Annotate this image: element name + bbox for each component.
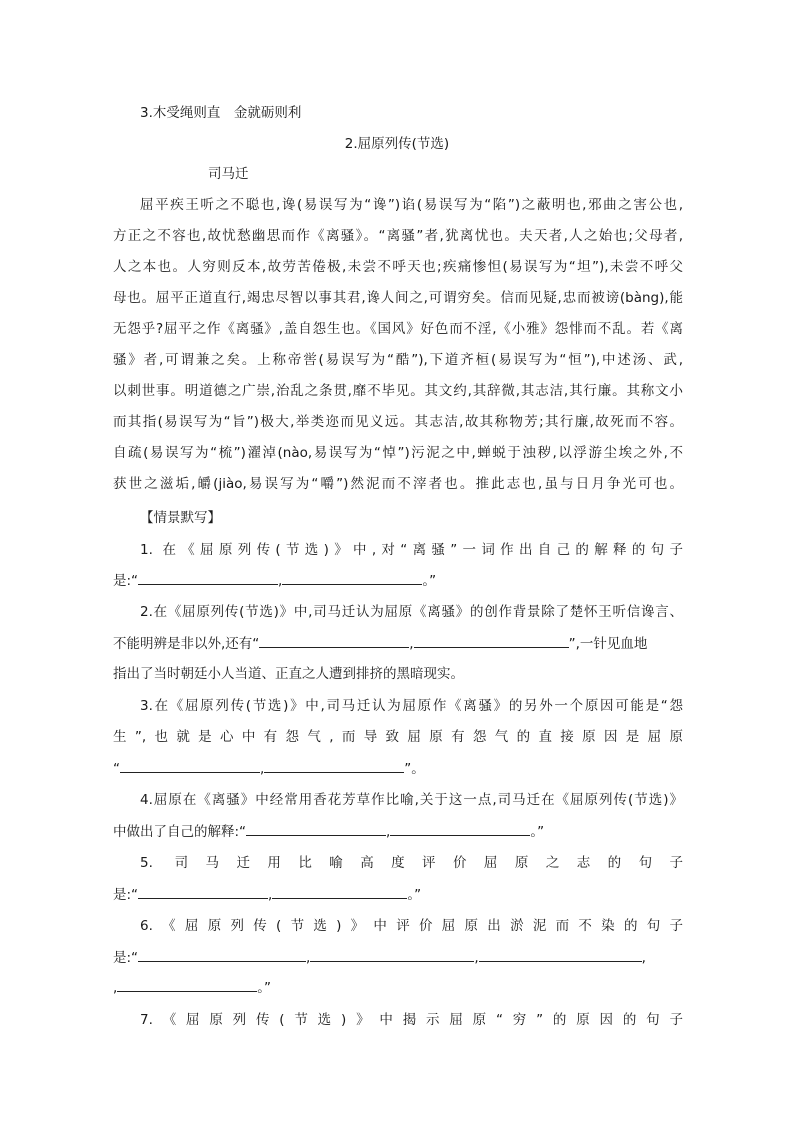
article-line: 人之本也。人穷则反本,故劳苦倦极,未尝不呼天也;疾痛惨怛(易误写为“坦”),未尝不呼父 bbox=[113, 259, 683, 275]
quote-close: 。” bbox=[407, 887, 422, 903]
question-text: 1. 在《屈原列传(节选)》中,对“离骚”一词作出自己的解释的句子 bbox=[140, 542, 683, 558]
answer-blank[interactable] bbox=[264, 758, 404, 773]
answer-blank[interactable] bbox=[138, 884, 268, 899]
answer-line bbox=[113, 633, 683, 654]
comma: , bbox=[474, 950, 479, 966]
article-line: 获世之滋垢,皭(jiào,易误写为“嚼”)然泥而不滓者也。推此志也,虽与日月争光可也。 bbox=[113, 476, 683, 492]
answer-line bbox=[113, 821, 683, 842]
article-title: 2.屈原列传(节选) bbox=[344, 136, 450, 152]
comma: , bbox=[306, 950, 311, 966]
answer-blank[interactable] bbox=[246, 821, 386, 836]
answer-blank[interactable] bbox=[272, 884, 407, 899]
question-text: 2.在《屈原列传(节选)》中,司马迁认为屈原《离骚》的创作背景除了楚怀王听信谗言、 bbox=[140, 604, 683, 620]
answer-suffix: ”,一针见血地 bbox=[568, 636, 648, 652]
article-line: 自疏(易误写为“梳”)濯淖(nào,易误写为“悼”)污泥之中,蝉蜕于浊秽,以浮游尘埃之外,不 bbox=[113, 445, 683, 461]
quote-close: ”。 bbox=[404, 761, 425, 777]
article-line: 屈平疾王听之不聪也,谗(易误写为“谗”)谄(易误写为“陷”)之蔽明也,邪曲之害公也, bbox=[140, 197, 683, 213]
quote-open: 是:“ bbox=[113, 950, 139, 966]
comma: , bbox=[409, 636, 414, 652]
comma: , bbox=[113, 980, 118, 996]
comma: , bbox=[260, 761, 265, 777]
quote-open: 是:“ bbox=[113, 887, 139, 903]
question-text: 6.《屈原列传(节选)》中评价屈原出淤泥而不染的句子 bbox=[140, 918, 683, 934]
question-text: 4.屈原在《离骚》中经常用香花芳草作比喻,关于这一点,司马迁在《屈原列传(节选)》 bbox=[140, 792, 683, 808]
article-line: 以刺世事。明道德之广崇,治乱之条贯,靡不毕见。其文约,其辞微,其志洁,其行廉。其称文小 bbox=[113, 383, 683, 399]
article-line: 而其指(易误写为“旨”)极大,举类迩而见义远。其志洁,故其称物芳;其行廉,故死而不容。 bbox=[113, 414, 683, 430]
answer-line bbox=[113, 977, 683, 998]
answer-blank[interactable] bbox=[138, 947, 306, 962]
article-line: 方正之不容也,故忧愁幽思而作《离骚》。“离骚”者,犹离忧也。夫天者,人之始也;父母者, bbox=[113, 228, 683, 244]
answer-line bbox=[113, 884, 683, 905]
answer-blank[interactable] bbox=[390, 821, 530, 836]
quote-open: 是:“ bbox=[113, 573, 139, 589]
answer-line bbox=[113, 758, 683, 779]
answer-prefix: 不能明辨是非以外,还有“ bbox=[113, 636, 260, 652]
section-title: 【情景默写】 bbox=[140, 510, 221, 526]
answer-blank[interactable] bbox=[479, 947, 642, 962]
question-text: 7.《屈原列传(节选)》中揭示屈原“穷”的原因的句子 bbox=[140, 1012, 683, 1028]
question-text: 指出了当时朝廷小人当道、正直之人遭到排挤的黑暗现实。 bbox=[113, 666, 464, 682]
answer-blank[interactable] bbox=[282, 570, 422, 585]
quote-close: 。” bbox=[257, 980, 272, 996]
comma: , bbox=[641, 950, 646, 966]
answer-blank[interactable] bbox=[414, 633, 569, 648]
answer-blank[interactable] bbox=[138, 570, 278, 585]
article-line: 母也。屈平正道直行,竭忠尽智以事其君,谗人间之,可谓穷矣。信而见疑,忠而被谤(bàng),能 bbox=[113, 290, 683, 306]
comma: , bbox=[386, 824, 391, 840]
quote-close: 。” bbox=[422, 573, 437, 589]
comma: , bbox=[268, 887, 273, 903]
article-author: 司马迁 bbox=[208, 166, 249, 182]
answer-prefix: 中做出了自己的解释:“ bbox=[113, 824, 247, 840]
answer-blank[interactable] bbox=[310, 947, 474, 962]
answer-blank[interactable] bbox=[117, 977, 257, 992]
question-text: 生”,也就是心中有怨气,而导致屈原有怨气的直接原因是屈原 bbox=[113, 729, 683, 745]
article-line: 骚》者,可谓兼之矣。上称帝喾(易误写为“酷”),下道齐桓(易误写为“恒”),中述汤、武, bbox=[113, 352, 683, 368]
header-line: 3.木受绳则直 金就砺则利 bbox=[140, 105, 302, 121]
article-line: 无怨乎?屈平之作《离骚》,盖自怨生也。《国风》好色而不淫,《小雅》怨悱而不乱。若《离 bbox=[113, 321, 683, 337]
answer-blank[interactable] bbox=[120, 758, 260, 773]
quote-open: “ bbox=[113, 761, 120, 777]
question-text: 3.在《屈原列传(节选)》中,司马迁认为屈原作《离骚》的另外一个原因可能是“怨 bbox=[140, 698, 683, 714]
answer-blank[interactable] bbox=[259, 633, 409, 648]
comma: , bbox=[278, 573, 283, 589]
answer-line bbox=[113, 947, 683, 968]
question-text: 5. 司马迁用比喻高度评价屈原之志的句子 bbox=[140, 855, 683, 871]
answer-line bbox=[113, 570, 683, 591]
quote-close: 。” bbox=[530, 824, 545, 840]
